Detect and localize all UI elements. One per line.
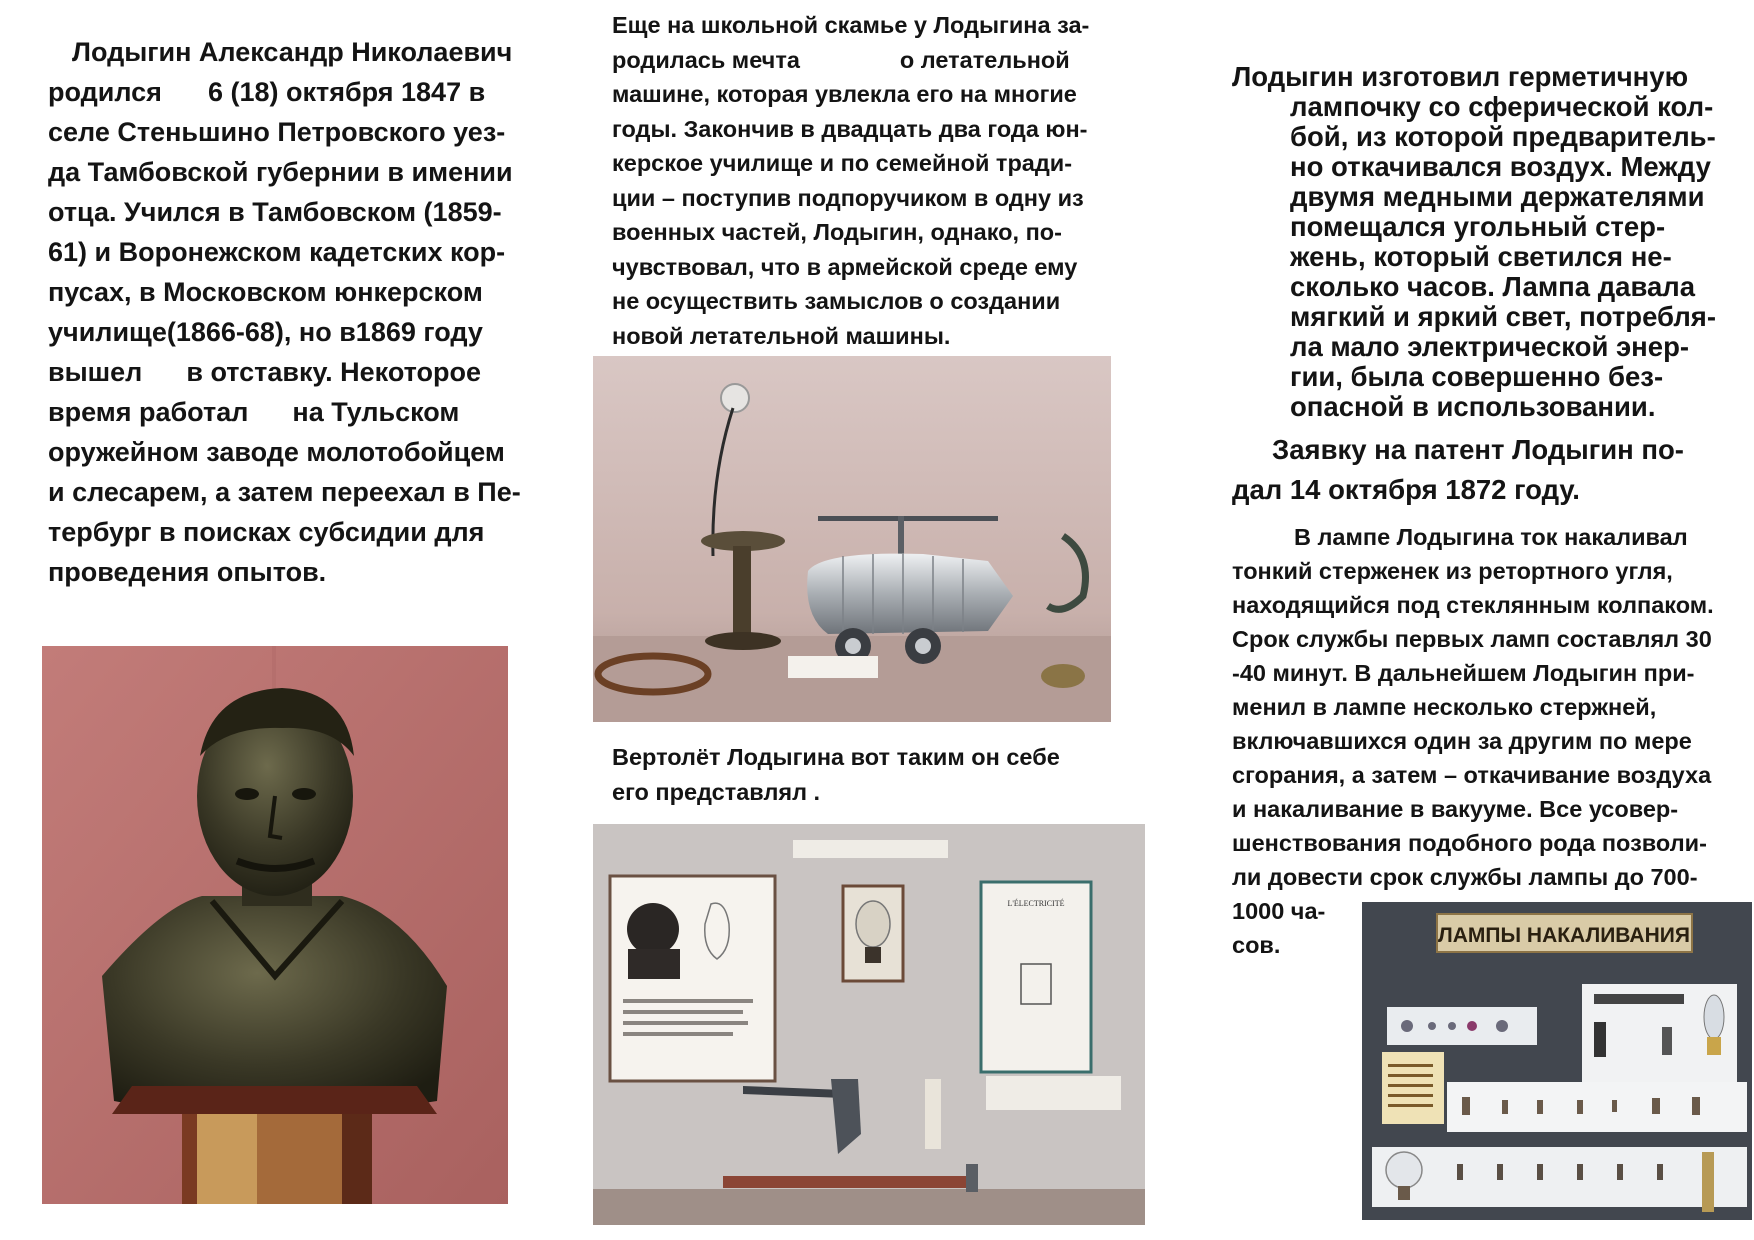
operation-line: сов. xyxy=(1232,932,1281,958)
bio-line: отца. Учился в Тамбовском (1859- xyxy=(48,197,502,227)
lamp-line: но откачивался воздух. Между xyxy=(1290,151,1711,182)
operation-line: В лампе Лодыгина ток накаливал xyxy=(1294,524,1688,550)
operation-line: -40 минут. В дальнейшем Лодыгин при- xyxy=(1232,660,1695,686)
helicopter-photo xyxy=(593,356,1111,722)
dream-line: годы. Закончив в двадцать два года юн- xyxy=(612,115,1088,142)
lamp-line: мягкий и яркий свет, потребля- xyxy=(1290,301,1717,332)
bio-line: вышел xyxy=(48,357,143,387)
exhibit-photo xyxy=(593,824,1145,1225)
patent-line: дал 14 октября 1872 году. xyxy=(1232,474,1580,505)
lamp-display-icon xyxy=(1362,902,1752,1220)
patent-paragraph xyxy=(1232,430,1747,510)
lamp-line: опасной в использовании. xyxy=(1290,391,1656,422)
dream-line: новой летательной машины. xyxy=(612,322,951,349)
caption-line: его представлял . xyxy=(612,778,821,805)
bio-line: Лодыгин Александр Николаевич xyxy=(72,37,513,67)
bronze-bust-icon xyxy=(42,646,508,1204)
lamp-line: Лодыгин изготовил герметичную xyxy=(1232,61,1689,92)
museum-exhibit-icon xyxy=(593,824,1145,1225)
lamps-sign: ЛАМПЫ НАКАЛИВАНИЯ xyxy=(1438,924,1690,947)
bio-line: селе Стеньшино Петровского уез- xyxy=(48,117,506,147)
bio-line: проведения опытов. xyxy=(48,557,327,587)
dream-line: керское училище и по семейной тради- xyxy=(612,150,1073,176)
bio-line: 61) и Воронежском кадетских кор- xyxy=(48,237,506,267)
bio-line: время работал xyxy=(48,397,249,427)
operation-line: тонкий стерженек из ретортного угля, xyxy=(1232,558,1673,584)
dream-line: чувствовал, что в армейской среде ему xyxy=(612,253,1078,280)
bio-line: оружейном заводе молотобойцем xyxy=(48,437,505,467)
dream-line: Еще на школьной скамье у Лодыгина за- xyxy=(612,12,1090,38)
helicopter-model-icon xyxy=(593,356,1111,722)
operation-line: сгорания, а затем – откачивание воздуха xyxy=(1232,762,1712,788)
operation-line: находящийся под стеклянным колпаком. xyxy=(1232,592,1714,618)
exhibit-book-title: L'ÉLECTRICITÉ xyxy=(1007,899,1065,908)
dream-line: не осуществить замыслов о создании xyxy=(612,288,1061,314)
bio-line: в отставку. Некоторое xyxy=(186,357,481,387)
lamp-line: бой, из которой предваритель- xyxy=(1290,121,1716,152)
lamp-line: жень, который светился не- xyxy=(1290,241,1672,272)
bio-line: да Тамбовской губернии в имении xyxy=(48,157,513,187)
lamp-line: помещался угольный стер- xyxy=(1290,211,1666,242)
dream-line: о летательной xyxy=(899,46,1070,73)
dream-line: ции – поступив подпоручиком в одну из xyxy=(612,184,1084,211)
dream-paragraph xyxy=(612,8,1132,353)
operation-line: Срок службы первых ламп составлял 30 xyxy=(1232,626,1712,652)
lamp-line: сколько часов. Лампа давала xyxy=(1290,271,1696,302)
lamp-invention-paragraph xyxy=(1232,62,1747,422)
bio-line: тербург в поисках субсидии для xyxy=(48,517,485,547)
bust-photo xyxy=(42,646,508,1204)
lamp-line: лампочку со сферической кол- xyxy=(1290,91,1714,122)
bio-line: родился xyxy=(48,77,162,107)
lamp-operation-paragraph xyxy=(1232,520,1752,894)
operation-line: и накаливание в вакууме. Все усовер- xyxy=(1232,796,1679,822)
caption-line: Вертолёт Лодыгина вот таким он себе xyxy=(612,744,1060,770)
biography-paragraph xyxy=(48,32,568,592)
patent-line: Заявку на патент Лодыгин по- xyxy=(1272,434,1684,465)
operation-line: менил в лампе несколько стержней, xyxy=(1232,694,1657,720)
dream-line: родилась мечта xyxy=(612,46,800,73)
lamp-line: ла мало электрической энер- xyxy=(1290,331,1690,362)
lamp-operation-ending xyxy=(1232,894,1342,962)
operation-line: шенствования подобного рода позволи- xyxy=(1232,830,1707,856)
lamps-photo xyxy=(1362,902,1752,1220)
bio-line: 6 (18) октября 1847 в xyxy=(207,77,486,107)
lamp-line: двумя медными держателями xyxy=(1290,181,1705,212)
operation-line: включавшихся один за другим по мере xyxy=(1232,728,1692,754)
lamp-line: гии, была совершенно без- xyxy=(1290,361,1664,392)
dream-line: машине, которая увлекла его на многие xyxy=(612,81,1077,107)
dream-line: военных частей, Лодыгин, однако, по- xyxy=(612,219,1062,245)
bio-line: и слесарем, а затем переехал в Пе- xyxy=(48,477,521,507)
bio-line: училище(1866-68), но в1869 году xyxy=(48,317,483,347)
bio-line: на Тульском xyxy=(292,397,460,427)
helicopter-caption xyxy=(612,740,1132,809)
operation-line: 1000 ча- xyxy=(1232,898,1326,924)
operation-line: ли довести срок службы лампы до 700- xyxy=(1232,864,1698,890)
bio-line: пусах, в Московском юнкерском xyxy=(48,277,483,307)
